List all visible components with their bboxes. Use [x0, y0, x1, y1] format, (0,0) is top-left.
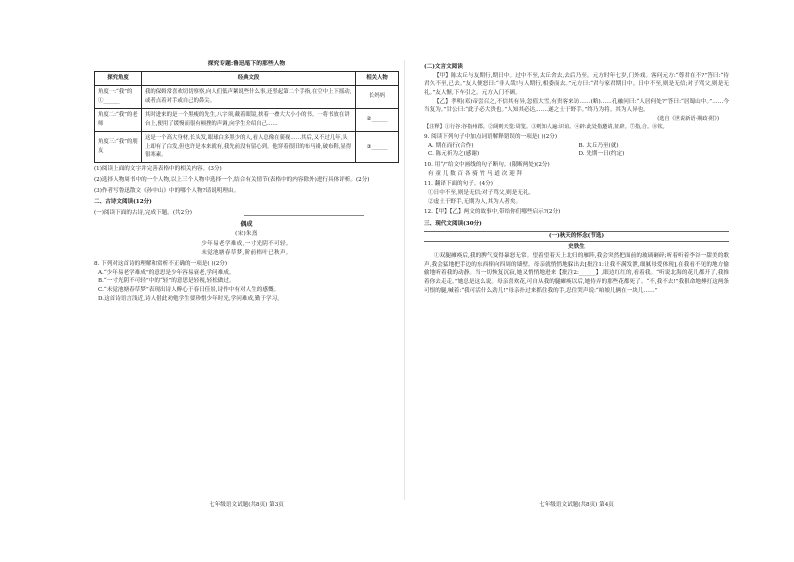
essay-title: (一)秋天的怀念(节选) [424, 231, 729, 243]
page-gutter [404, 60, 405, 500]
row-angle: 角度二:“我”的老师 [95, 108, 142, 131]
essay-paragraph: ①双腿瘫痪后,我的脾气变得暴怒无常。望着望着天上北归的雁阵,我会突然把面前的玻璃砸碎;听着听着李谷一甜美的歌声,我会猛地把手边的东西摔向四周的墙壁。母亲就悄悄地躲出去[批注1:让我不满发泄,细腻母爱体现],在我看不见的地方偷偷地听着我的动静。当一切恢复沉寂,她又悄悄地进来【批注2:______】,眼边红红的,看着我。“听说北海的花儿都开了,我推着你去走走。”她总是这么说。母亲喜欢花,可自从我的腿瘫痪以后,她侍弄的那些花都死了。“不,我不去!”我狠命地捶打这两条可恨的腿,喊着:“我可活什么劲儿!”母亲扑过来抓住我的手,忍住哭声说:“咱娘儿俩在一块儿……” [424, 252, 729, 294]
row-text: 我的保姆常喜欢切切察察,向人们低声絮说些什么事,还竖起第二个手指,在空中上下摇动,或者点着对手或自己的鼻尖。 [142, 85, 356, 108]
option-b[interactable]: B.“一寸光阴不可轻”中的“轻”的意思是轻视,轻松做过。 [98, 278, 235, 285]
table-title: 探究专题:鲁迅笔下的那些人物 [207, 61, 286, 67]
row-person: 长妈妈 [356, 85, 399, 108]
label-jia: 【甲】 [434, 72, 452, 79]
row-text: 这是一个高大身材,长头发,眼球白多黑少的人,看人总像在藐视……其后,又不过几年,头上却有了白发,但也许是本来就有,我先前没有留心到。他穿着很旧的布马褂,破布鞋,显得很寒素。 [142, 131, 356, 163]
page-footer: 七年级语文试题(共8页) 第3页 [209, 502, 284, 509]
right-page [424, 60, 729, 510]
question-9: 9. 阅读下列句子中加点词语解释错误的一项是( )(2分) [424, 134, 558, 141]
option-a[interactable]: A. 期在而行(合作) [428, 142, 474, 149]
label-yi: 【乙】 [434, 98, 451, 105]
option-b[interactable]: B. 太丘乃至(就) [578, 142, 619, 149]
classical-section-heading: (二)文言文阅读 [424, 64, 463, 70]
poem-title: 偶成 [240, 220, 253, 228]
option-d[interactable]: D.这首诗语言浅近,诗人借此劝勉学生要珍惜少年时光,学问难成,勤于学习。 [98, 295, 283, 302]
poem-author: (宋)朱熹 [235, 230, 258, 237]
left-page [94, 60, 399, 510]
essay-author: 史铁生 [568, 244, 585, 251]
row-person-blank[interactable]: ③______ [356, 131, 399, 163]
row-person-blank[interactable]: ②______ [356, 108, 399, 131]
divider [244, 215, 364, 216]
header-person: 相关人物 [356, 71, 399, 85]
option-c[interactable]: C. 陈元祈为之(感谢) [428, 151, 480, 158]
table-row [95, 131, 399, 163]
page-footer: 七年级语文试题(共8页) 第4页 [539, 502, 614, 509]
text-jia: 陈太丘与友期行,期日中。过中不至,太丘舍去,去后乃至。元方时年七岁,门外戏。客问元方:“尊君在不?”答曰:“待君久不至,已去。”友人便怒曰:“非人哉!与人期行,相委而去。”元方曰:“君与家君期日中。日中不至,则是无信;对子骂父,则是无礼。”友人惭,下车引之。元方入门不顾。 [424, 72, 729, 96]
question-12: 12.【甲】【乙】两文的故事中,带给你们哪些启示?(2分) [424, 209, 561, 216]
question-3: (3)作者写鲁迅散文《孙中山》中的哪个人物?请说明理由。 [94, 187, 240, 194]
table-header-row [95, 71, 399, 85]
row-angle: 角度一:“我”的①______ [95, 85, 142, 108]
poem-instruction: (一)阅读下面的古诗,完成下题。(共2分) [94, 209, 192, 216]
passage-yi [424, 98, 729, 115]
question-10-sentence[interactable]: 有 童 儿 数 百 各 骑 竹 马 道 次 迎 拜 [428, 170, 523, 177]
question-8: 8. 下列对这首诗的理解和赏析不正确的一项是( )(2分) [94, 260, 228, 267]
passage-notes: 【注释】①行谷:谷指州郡。②阔则天览:周览。③则知人遍:识谊。④辟:此处指邀请,征辟。⑦指,合。⑧钦。 [424, 124, 668, 130]
text-yi: 孝明(邓)帝尝召之,不信其有异,忽值大雪,有贵客来访……(略)……孔融问曰:“人居何处?”答曰:“居蜀山中。”……今当复为。”甘公曰:“此子必大贵也。”人知其必达,……遂之士于野手。”终乃为将。其为人异也。 [424, 98, 729, 114]
section-3-heading: 三、现代文阅读(30分) [424, 220, 482, 227]
question-11: 11. 翻译下面的句子。(4分) [424, 181, 493, 188]
passage-jia [424, 72, 729, 98]
question-9-options [424, 142, 729, 159]
header-angle: 探究角度 [95, 71, 142, 85]
character-table [94, 71, 399, 163]
option-c[interactable]: C.“未觉池塘春草梦”表现出诗人醉心于春日佳景,诗作中有对人生的感慨。 [98, 286, 280, 293]
row-angle: 角度三:“我”的朋友 [95, 131, 142, 163]
option-a[interactable]: A.“少年易老学难成”的意思是少年容易衰老,学问难成。 [98, 269, 235, 276]
option-d[interactable]: D. 先期一日(约定) [578, 151, 625, 158]
header-text: 经典文段 [142, 71, 356, 85]
poem-line: 未觉池塘春草梦,阶前梧叶已秋声。 [201, 250, 292, 257]
question-2: (2)选择人物周书中的一个人物,以上三个人物中选择一个,结合有关情节(表格中的内容除外)进行具体评析。(2分) [94, 176, 370, 183]
passage-source: (选自《世说新语·期政·附》) [657, 115, 719, 122]
question-11-b: ②虚土于野手,无期为人,其为人者矣。 [428, 198, 522, 205]
question-11-a: ①日中不至,则是无信;对子骂父,则是无礼。 [428, 190, 535, 196]
table-row [95, 108, 399, 131]
poem-line: 少年易老学难成,一寸光阴不可轻。 [201, 240, 292, 247]
table-row [95, 85, 399, 108]
question-10: 10. 用“/”给文中画线的句子断句。(限断两处)(2分) [424, 162, 550, 169]
question-1: (1)阅读上面的文字并完善表格中的相关内容。(3分) [94, 166, 222, 173]
row-text: 其时进来的是一个黑瘦的先生,八字须,戴着眼镜,挟着一叠大大小小的书。一将书放在讲台上,便用了缓慢而很有顿挫的声调,向学生介绍自己…… [142, 108, 356, 131]
section-2-heading: 二、古诗文阅读(12分) [94, 199, 152, 206]
